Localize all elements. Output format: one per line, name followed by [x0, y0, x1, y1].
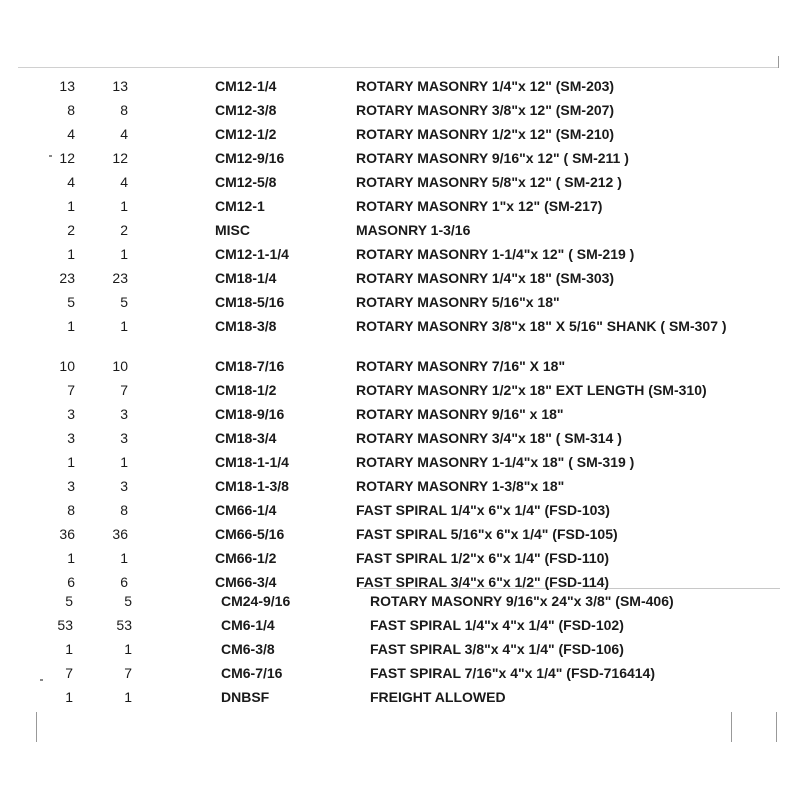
- qty-ordered: 23: [59, 270, 75, 286]
- line-item-row: [0, 592, 800, 616]
- qty-ordered: 7: [67, 382, 75, 398]
- line-item-row: [0, 381, 800, 405]
- item-code: CM6-3/8: [221, 641, 275, 657]
- qty-ordered: 4: [67, 126, 75, 142]
- qty-ordered: 36: [59, 526, 75, 542]
- qty-shipped: 8: [120, 502, 128, 518]
- item-description: ROTARY MASONRY 9/16"x 12" ( SM-211 ): [356, 150, 629, 166]
- item-code: CM6-1/4: [221, 617, 275, 633]
- qty-shipped: 3: [120, 478, 128, 494]
- line-items-top: [0, 77, 800, 597]
- item-description: FREIGHT ALLOWED: [370, 689, 506, 705]
- bottom-right-edge-tick: [776, 712, 777, 742]
- qty-ordered: 1: [67, 198, 75, 214]
- item-description: MASONRY 1-3/16: [356, 222, 471, 238]
- line-item-row: [0, 688, 800, 712]
- qty-shipped: 8: [120, 102, 128, 118]
- item-code: CM66-1/2: [215, 550, 277, 566]
- line-item-row: [0, 245, 800, 269]
- item-description: ROTARY MASONRY 9/16"x 24"x 3/8" (SM-406): [370, 593, 674, 609]
- item-code: CM24-9/16: [221, 593, 291, 609]
- bottom-left-tick: [36, 712, 37, 742]
- item-description: FAST SPIRAL 1/2"x 6"x 1/4" (FSD-110): [356, 550, 610, 566]
- qty-ordered: 4: [67, 174, 75, 190]
- qty-shipped: 10: [112, 358, 128, 374]
- item-description: ROTARY MASONRY 3/8"x 12" (SM-207): [356, 102, 615, 118]
- qty-shipped: 1: [120, 550, 128, 566]
- item-description: ROTARY MASONRY 1-3/8"x 18": [356, 478, 565, 494]
- item-description: ROTARY MASONRY 1/4"x 12" (SM-203): [356, 78, 615, 94]
- item-description: FAST SPIRAL 3/4"x 6"x 1/2" (FSD-114): [356, 574, 610, 590]
- item-description: FAST SPIRAL 3/8"x 4"x 1/4" (FSD-106): [370, 641, 624, 657]
- line-item-row: [0, 405, 800, 429]
- qty-ordered: 2: [67, 222, 75, 238]
- item-description: ROTARY MASONRY 5/8"x 12" ( SM-212 ): [356, 174, 622, 190]
- qty-shipped: 23: [112, 270, 128, 286]
- qty-ordered: 5: [67, 294, 75, 310]
- qty-ordered: 7: [65, 665, 73, 681]
- item-description: FAST SPIRAL 7/16"x 4"x 1/4" (FSD-716414): [370, 665, 655, 681]
- top-rule: [18, 67, 778, 68]
- item-code: CM18-5/16: [215, 294, 285, 310]
- line-item-row: [0, 101, 800, 125]
- qty-ordered: 3: [67, 430, 75, 446]
- qty-shipped: 13: [112, 78, 128, 94]
- line-item-row: [0, 149, 800, 173]
- qty-shipped: 3: [120, 406, 128, 422]
- item-code: CM12-3/8: [215, 102, 277, 118]
- line-item-row: [0, 453, 800, 477]
- item-description: ROTARY MASONRY 1/4"x 18" (SM-303): [356, 270, 615, 286]
- item-code: MISC: [215, 222, 250, 238]
- item-code: CM66-3/4: [215, 574, 277, 590]
- line-item-row: [0, 549, 800, 573]
- qty-ordered: 1: [65, 641, 73, 657]
- qty-shipped: 3: [120, 430, 128, 446]
- line-item-row: [0, 77, 800, 101]
- item-description: ROTARY MASONRY 1-1/4"x 18" ( SM-319 ): [356, 454, 635, 470]
- qty-shipped: 6: [120, 574, 128, 590]
- qty-shipped: 36: [112, 526, 128, 542]
- qty-ordered: 3: [67, 406, 75, 422]
- item-description: ROTARY MASONRY 7/16" X 18": [356, 358, 566, 374]
- line-item-row: [0, 429, 800, 453]
- qty-ordered: 1: [67, 318, 75, 334]
- item-code: CM18-1-3/8: [215, 478, 289, 494]
- item-code: CM12-1/2: [215, 126, 277, 142]
- line-item-row: [0, 640, 800, 664]
- line-item-row: [0, 269, 800, 293]
- line-item-row: [0, 197, 800, 221]
- item-code: CM12-1/4: [215, 78, 277, 94]
- qty-ordered: 12: [59, 150, 75, 166]
- line-item-row: [0, 525, 800, 549]
- item-description: ROTARY MASONRY 1/2"x 18" EXT LENGTH (SM-310): [356, 382, 707, 398]
- qty-shipped: 1: [120, 318, 128, 334]
- line-items-bottom: [0, 592, 800, 712]
- item-description: ROTARY MASONRY 3/8"x 18" X 5/16" SHANK ( SM-307 ): [356, 318, 727, 334]
- line-item-row: [0, 477, 800, 501]
- item-code: CM18-1-1/4: [215, 454, 289, 470]
- item-code: CM18-1/2: [215, 382, 277, 398]
- line-item-row: [0, 357, 800, 381]
- line-item-row: [0, 125, 800, 149]
- qty-ordered: 13: [59, 78, 75, 94]
- qty-shipped: 7: [120, 382, 128, 398]
- line-item-row: [0, 664, 800, 688]
- qty-ordered: 1: [67, 454, 75, 470]
- qty-ordered: 1: [65, 689, 73, 705]
- item-code: CM12-5/8: [215, 174, 277, 190]
- line-item-row: [0, 293, 800, 317]
- qty-ordered: 5: [65, 593, 73, 609]
- item-code: CM12-1-1/4: [215, 246, 289, 262]
- item-code: CM6-7/16: [221, 665, 283, 681]
- item-code: CM66-1/4: [215, 502, 277, 518]
- qty-shipped: 4: [120, 126, 128, 142]
- item-code: CM18-3/8: [215, 318, 277, 334]
- item-description: ROTARY MASONRY 5/16"x 18": [356, 294, 560, 310]
- qty-ordered: 10: [59, 358, 75, 374]
- item-description: ROTARY MASONRY 1-1/4"x 12" ( SM-219 ): [356, 246, 635, 262]
- qty-shipped: 7: [124, 665, 132, 681]
- qty-ordered: 8: [67, 102, 75, 118]
- item-description: FAST SPIRAL 1/4"x 6"x 1/4" (FSD-103): [356, 502, 610, 518]
- qty-shipped: 1: [120, 198, 128, 214]
- qty-shipped: 5: [124, 593, 132, 609]
- qty-ordered: 3: [67, 478, 75, 494]
- qty-shipped: 1: [120, 454, 128, 470]
- qty-shipped: 2: [120, 222, 128, 238]
- bottom-right-tick: [731, 712, 732, 742]
- item-code: CM18-1/4: [215, 270, 277, 286]
- line-item-row: [0, 616, 800, 640]
- qty-ordered: 8: [67, 502, 75, 518]
- item-code: CM18-7/16: [215, 358, 285, 374]
- item-description: ROTARY MASONRY 1"x 12" (SM-217): [356, 198, 603, 214]
- qty-ordered: 53: [57, 617, 73, 633]
- qty-shipped: 5: [120, 294, 128, 310]
- item-code: CM18-9/16: [215, 406, 285, 422]
- qty-shipped: 12: [112, 150, 128, 166]
- item-code: CM12-9/16: [215, 150, 285, 166]
- item-code: CM18-3/4: [215, 430, 277, 446]
- item-code: DNBSF: [221, 689, 270, 705]
- line-item-row: [0, 501, 800, 525]
- item-code: CM12-1: [215, 198, 265, 214]
- qty-shipped: 4: [120, 174, 128, 190]
- qty-ordered: 1: [67, 550, 75, 566]
- line-item-row: [0, 221, 800, 245]
- item-description: FAST SPIRAL 1/4"x 4"x 1/4" (FSD-102): [370, 617, 624, 633]
- line-item-row: [0, 317, 800, 357]
- item-description: ROTARY MASONRY 3/4"x 18" ( SM-314 ): [356, 430, 622, 446]
- item-description: FAST SPIRAL 5/16"x 6"x 1/4" (FSD-105): [356, 526, 618, 542]
- qty-shipped: 1: [124, 641, 132, 657]
- item-description: ROTARY MASONRY 9/16" x 18": [356, 406, 564, 422]
- qty-shipped: 53: [116, 617, 132, 633]
- line-item-row: [0, 173, 800, 197]
- qty-ordered: 1: [67, 246, 75, 262]
- top-right-tick: [778, 56, 779, 68]
- qty-shipped: 1: [120, 246, 128, 262]
- qty-shipped: 1: [124, 689, 132, 705]
- item-code: CM66-5/16: [215, 526, 285, 542]
- item-description: ROTARY MASONRY 1/2"x 12" (SM-210): [356, 126, 615, 142]
- qty-ordered: 6: [67, 574, 75, 590]
